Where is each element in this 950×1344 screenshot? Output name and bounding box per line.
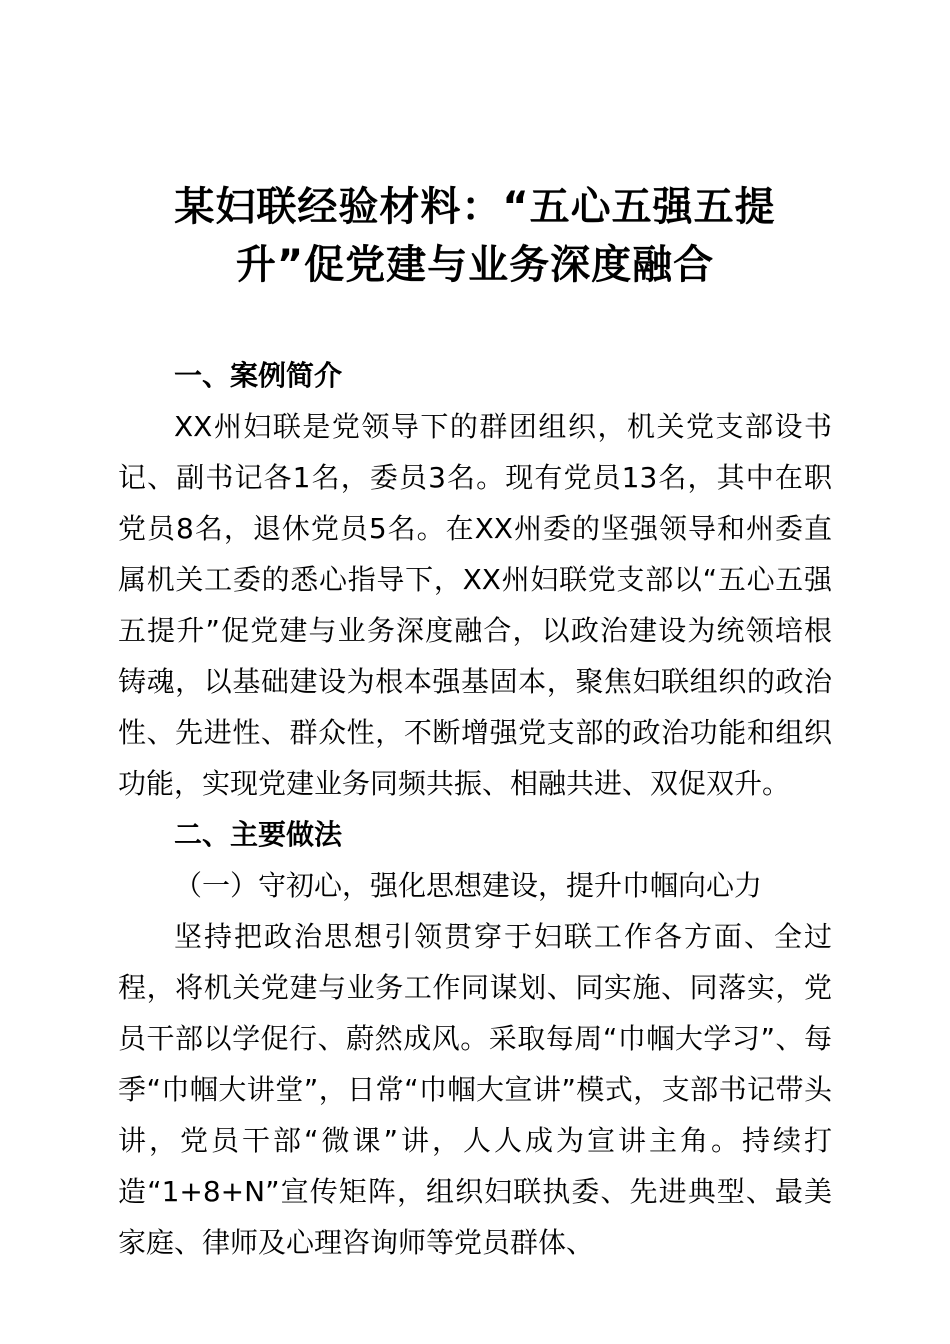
section-2-subheading: （一）守初心，强化思想建设，提升巾帼向心力 <box>174 869 763 902</box>
section-1-heading: 一、案例简介 <box>174 359 343 392</box>
document-title-line-1: 某妇联经验材料：“五心五强五提 <box>174 184 776 230</box>
section-1-paragraph: XX州妇联是党领导下的群团组织，机关党支部设书记、副书记各1名，委员3名。现有党员13名，其中在职党员8名，退休党员5名。在XX州委的坚强领导和州委直属机关工委的悉心指导下，XX州妇联党支部以“五心五强五提升”促党建与业务深度融合，以政治建设为统领培根铸魂，以基础建设为根本强基固本，聚焦妇联组织的政治性、先进性、群众性，不断增强党支部的政治功能和组织功能，实现党建业务同频共振、相融共进、双促双升。 <box>118 410 832 800</box>
document-title-line-2: 升”促党建与业务深度融合 <box>235 242 715 288</box>
section-2-paragraph: 坚持把政治思想引领贯穿于妇联工作各方面、全过程，将机关党建与业务工作同谋划、同实施、同落实，党员干部以学促行、蔚然成风。采取每周“巾帼大学习”、每季“巾帼大讲堂”，日常“巾帼大宣讲”模式，支部书记带头讲，党员干部“微课”讲，人人成为宣讲主角。持续打造“1+8+N”宣传矩阵，组织妇联执委、先进典型、最美家庭、律师及心理咨询师等党员群体、 <box>118 920 832 1259</box>
section-2-heading: 二、主要做法 <box>174 818 343 851</box>
document-title <box>118 178 832 294</box>
document-body <box>118 350 832 1268</box>
